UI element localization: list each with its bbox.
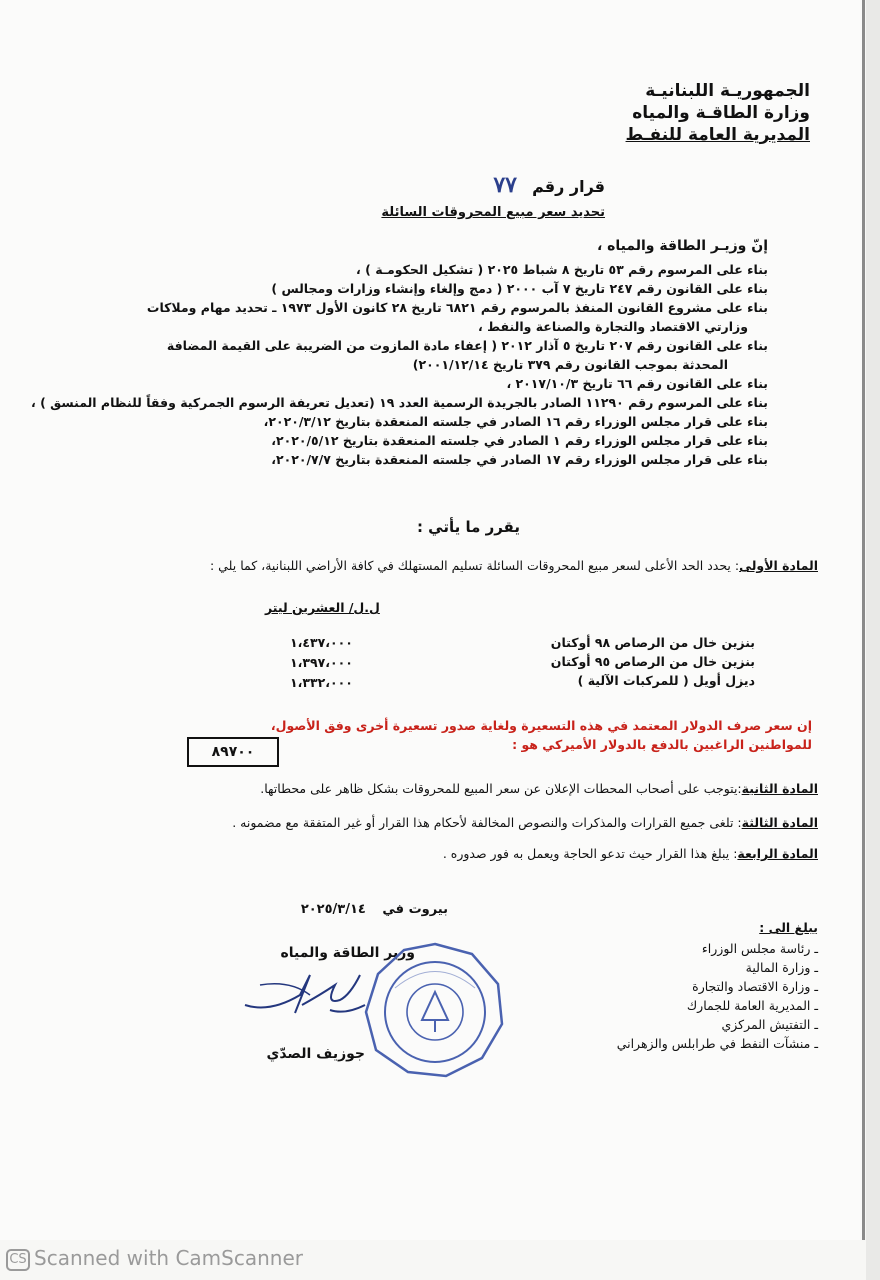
preamble-item: بناء على قرار مجلس الوزراء رقم ١ الصادر في جلسته المنعقدة بتاريخ ٢٠٢٠/٥/١٢،	[271, 433, 768, 448]
preamble-item: بناء على القانون رقم ٢٤٧ تاريخ ٧ آب ٢٠٠٠ ( دمج وإلغاء وإنشاء وزارات ومجالس )	[271, 281, 768, 296]
distribution-item: ـ التفتيش المركزي	[721, 1016, 818, 1032]
product-name: بنزين خال من الرصاص ٩٥ أوكتان	[550, 654, 755, 669]
preamble-item: المحدثة بموجب القانون رقم ٣٧٩ تاريخ ٢٠٠١/١٢/١٤)	[412, 357, 728, 372]
article-1	[98, 558, 818, 573]
article-2	[98, 781, 818, 796]
distribution-item: ـ رئاسة مجلس الوزراء	[701, 940, 818, 956]
exchange-rate-box: ٨٩٧٠٠	[187, 737, 279, 767]
exchange-note	[212, 716, 812, 754]
page-edge	[862, 0, 865, 1240]
product-prices	[290, 633, 390, 693]
article-3	[98, 815, 818, 830]
article-4	[98, 846, 818, 861]
product-price: ١،٤٣٧،٠٠٠	[290, 635, 353, 650]
signatory-name: جوزيف الصدّي	[266, 1046, 365, 1062]
product-price: ١،٣٩٧،٠٠٠	[290, 655, 353, 670]
issue-date: ٢٠٢٥/٣/١٤	[300, 902, 366, 917]
preamble-item: بناء على قرار مجلس الوزراء رقم ١٧ الصادر في جلسته المنعقدة بتاريخ ٢٠٢٠/٧/٧،	[271, 452, 768, 467]
decision-label: قرار رقم	[532, 177, 605, 196]
camscanner-logo-icon: CS	[6, 1249, 30, 1271]
exchange-note-line: للمواطنين الراغبين بالدفع بالدولار الأميركي هو :	[512, 737, 812, 752]
article-4-title: المادة الرابعة	[737, 846, 818, 861]
product-price: ١،٣٣٢،٠٠٠	[290, 675, 353, 690]
article-1-text: : يحدد الحد الأعلى لسعر مبيع المحروقات السائلة تسليم المستهلك في كافة الأراضي اللبنانية، كما يلي :	[210, 558, 740, 573]
article-3-title: المادة الثالثة	[741, 815, 818, 830]
decision-subject: تحديد سعر مبيع المحروقات السائلة	[381, 205, 605, 220]
decides-heading: يقرر ما يأتي :	[416, 518, 520, 536]
handwritten-signature	[240, 965, 370, 1025]
decision-number: ٧٧	[493, 172, 517, 198]
article-2-title: المادة الثانية	[741, 781, 818, 796]
place-label: بيروت في	[382, 902, 448, 917]
page-margin	[866, 0, 880, 1280]
decision-heading	[405, 172, 605, 198]
article-2-text: :يتوجب على أصحاب المحطات الإعلان عن سعر المبيع للمحروقات بشكل ظاهر على محطاتها.	[260, 781, 742, 796]
article-4-text: : يبلغ هذا القرار حيث تدعو الحاجة ويعمل به فور صدوره .	[442, 846, 738, 861]
preamble-item: وزارتي الاقتصاد والتجارة والصناعة والنفط ،	[478, 319, 748, 334]
distribution-list	[578, 918, 818, 1053]
product-names	[505, 633, 755, 690]
price-unit: ل.ل/ العشرين ليتر	[265, 600, 380, 615]
article-3-text: : تلغى جميع القرارات والمذكرات والنصوص المخالفة لأحكام هذا القرار أو غير المتفقة مع مضمونه .	[232, 815, 742, 830]
preamble-item: بناء على قرار مجلس الوزراء رقم ١٦ الصادر في جلسته المنعقدة بتاريخ ٢٠٢٠/٣/١٢،	[263, 414, 768, 429]
exchange-note-line: إن سعر صرف الدولار المعتمد في هذه التسعيرة ولغاية صدور تسعيرة أخرى وفق الأصول،	[270, 718, 812, 733]
distribution-item: ـ المديرية العامة للجمارك	[686, 997, 818, 1013]
scanner-text: Scanned with CamScanner	[34, 1246, 303, 1270]
letterhead	[510, 80, 810, 146]
article-1-title: المادة الأولى	[739, 558, 818, 573]
preamble-item: بناء على المرسوم رقم ١١٢٩٠ الصادر بالجريدة الرسمية العدد ١٩ (تعديل تعريفة الرسوم الجمركية وفقاً للنظام المنسق ) ،	[30, 395, 768, 410]
letterhead-directorate: المديرية العامة للنفـط	[625, 125, 810, 145]
preamble-item: بناء على القانون رقم ٢٠٧ تاريخ ٥ آذار ٢٠١٢ ( إعفاء مادة المازوت من الضريبة على القيمة المضافة	[166, 338, 768, 353]
distribution-item: ـ وزارة المالية	[745, 959, 818, 975]
letterhead-republic: الجمهوريـة اللبنانيـة	[645, 81, 810, 101]
distribution-title: يبلغ الى :	[759, 920, 818, 935]
place-date	[268, 902, 448, 917]
preamble-list	[30, 260, 768, 469]
letterhead-ministry: وزارة الطاقـة والمياه	[632, 103, 810, 123]
distribution-item: ـ منشآت النفط في طرابلس والزهراني	[616, 1035, 818, 1051]
distribution-item: ـ وزارة الاقتصاد والتجارة	[692, 978, 818, 994]
preamble-minister: إنّ وزيـر الطاقة والمياه ،	[596, 238, 768, 254]
preamble-item: بناء على القانون رقم ٦٦ تاريخ ٢٠١٧/١٠/٣ ،	[506, 376, 768, 391]
scanner-watermark	[6, 1246, 303, 1271]
official-seal-stamp	[360, 940, 510, 1080]
product-name: بنزين خال من الرصاص ٩٨ أوكتان	[550, 635, 755, 650]
product-name: ديزل أويل ( للمركبات الآلية )	[577, 673, 755, 688]
preamble-item: بناء على المرسوم رقم ٥٣ تاريخ ٨ شباط ٢٠٢٥ ( تشكيل الحكومـة ) ،	[356, 262, 768, 277]
signatory-title: وزير الطاقة والمياه	[280, 945, 415, 961]
preamble-item: بناء على مشروع القانون المنفذ بالمرسوم رقم ٦٨٢١ تاريخ ٢٨ كانون الأول ١٩٧٣ ـ تحديد مهام وملاكات	[146, 300, 768, 315]
